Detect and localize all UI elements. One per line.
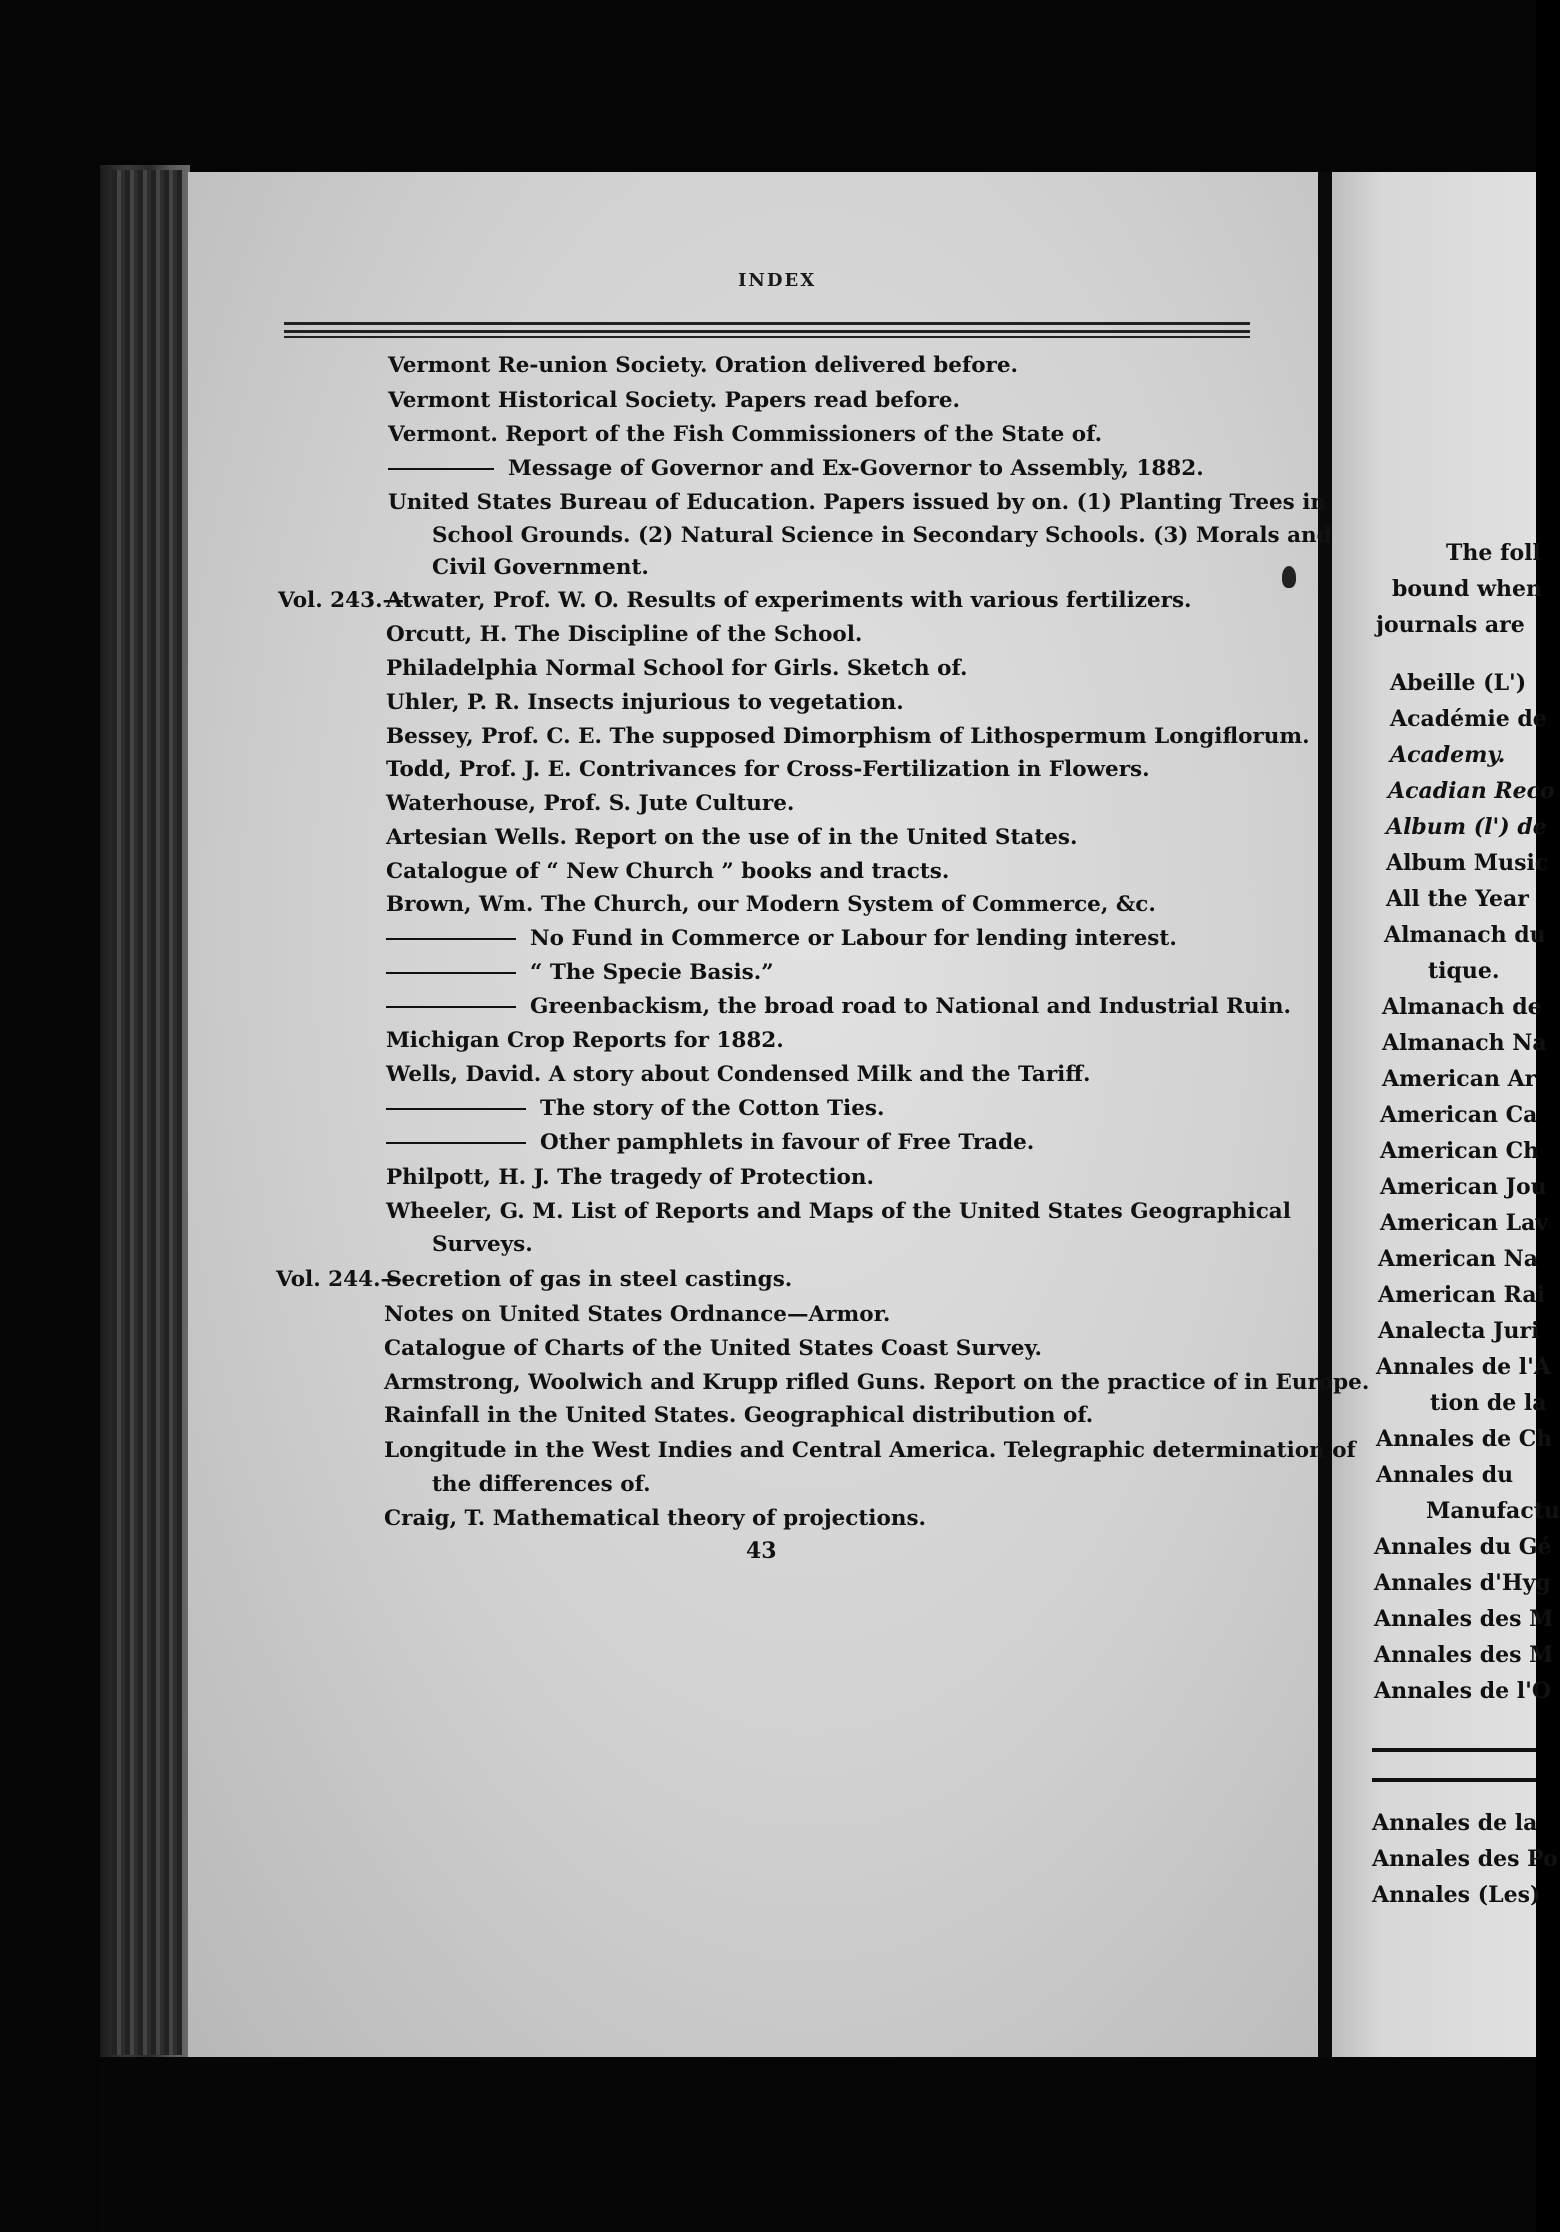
right-page-entry: Annales du Gé xyxy=(1374,1534,1552,1560)
index-entry-text: School Grounds. (2) Natural Science in Secondary Schools. (3) Morals and xyxy=(432,523,1332,548)
right-page-entry: Acadian Reco xyxy=(1388,778,1555,804)
right-page-entry: Academy. xyxy=(1390,742,1506,768)
page-number: 43 xyxy=(746,1538,777,1564)
index-entry xyxy=(386,994,1291,1019)
index-entry xyxy=(386,1028,784,1053)
index-entry-text: Brown, Wm. The Church, our Modern System of Commerce, &c. xyxy=(386,892,1156,917)
right-page-entry: tion de la xyxy=(1430,1390,1547,1416)
index-entry-text: Notes on United States Ordnance—Armor. xyxy=(384,1302,891,1327)
right-page-entry: Abeille (L') xyxy=(1390,670,1527,696)
ditto-dash xyxy=(386,1006,516,1008)
index-entry-text: Wells, David. A story about Condensed Milk and the Tariff. xyxy=(386,1062,1091,1087)
index-entry xyxy=(386,859,949,884)
scan-bottom-border xyxy=(100,2057,1536,2232)
right-page-entry: Annales (Les) xyxy=(1372,1882,1541,1908)
right-page-entry: journals are xyxy=(1376,612,1525,638)
right-page-entry: Almanach Na xyxy=(1382,1030,1547,1056)
index-entry-text: Craig, T. Mathematical theory of projections. xyxy=(384,1506,927,1531)
index-entry-text: Catalogue of “ New Church ” books and tracts. xyxy=(386,859,950,884)
index-entry-text: Secretion of gas in steel castings. xyxy=(386,1267,793,1292)
index-entry xyxy=(384,1506,926,1531)
index-entry xyxy=(432,523,1332,548)
index-entry-text: Bessey, Prof. C. E. The supposed Dimorphism of Lithospermum Longiflorum. xyxy=(386,724,1310,749)
right-page-entry: Académie de xyxy=(1390,706,1547,732)
ditto-dash xyxy=(386,938,516,940)
index-entry-text: Surveys. xyxy=(432,1232,533,1257)
right-page-entry: American Ar xyxy=(1382,1066,1537,1092)
right-page-entry: Annales des Po xyxy=(1372,1846,1558,1872)
book-gutter xyxy=(1318,172,1332,2057)
index-entry xyxy=(384,1438,1356,1463)
right-page-entry: American Ch xyxy=(1380,1138,1540,1164)
index-entry-text: Orcutt, H. The Discipline of the School. xyxy=(386,622,863,647)
right-page-entry: American Lav xyxy=(1380,1210,1549,1236)
index-entry-text: Atwater, Prof. W. O. Results of experiments with various fertilizers. xyxy=(386,588,1192,613)
right-page-entry: Annales de l'A xyxy=(1376,1354,1551,1380)
index-entry-text: Civil Government. xyxy=(432,555,649,580)
index-entry xyxy=(386,622,862,647)
right-page-entry: Manufactu xyxy=(1426,1498,1560,1524)
index-entry xyxy=(386,724,1310,749)
index-entry xyxy=(384,1370,1369,1395)
index-entry-text: No Fund in Commerce or Labour for lending interest. xyxy=(530,926,1177,951)
index-entry xyxy=(388,353,1018,378)
index-entry-text: Uhler, P. R. Insects injurious to vegetation. xyxy=(386,690,904,715)
index-entry-text: Philpott, H. J. The tragedy of Protection. xyxy=(386,1165,874,1190)
right-page-entry: American Jou xyxy=(1380,1174,1547,1200)
index-entry-text: Greenbackism, the broad road to National and Industrial Ruin. xyxy=(530,994,1291,1019)
right-page-entry: Annales de l'O xyxy=(1374,1678,1552,1704)
index-entry xyxy=(384,1302,890,1327)
index-entry xyxy=(386,690,904,715)
right-page-entry: All the Year xyxy=(1386,886,1529,912)
right-page-entry: bound when xyxy=(1392,576,1543,602)
index-entry xyxy=(386,1130,1034,1155)
right-page-entry: Annales d'Hyg xyxy=(1374,1570,1551,1596)
right-page-rule-1 xyxy=(1372,1748,1536,1752)
index-entry xyxy=(386,926,1177,951)
index-entry-text: Armstrong, Woolwich and Krupp rifled Guns. Report on the practice of in Europe. xyxy=(384,1370,1370,1395)
right-page-entry: Almanach de xyxy=(1382,994,1542,1020)
page-header: INDEX xyxy=(738,270,817,291)
header-rule-top xyxy=(284,322,1250,325)
right-page-rule-2 xyxy=(1372,1778,1536,1782)
index-entry xyxy=(386,1096,884,1121)
index-entry-text: Message of Governor and Ex-Governor to Assembly, 1882. xyxy=(508,456,1204,481)
index-entry-text: Longitude in the West Indies and Central America. Telegraphic determination of xyxy=(384,1438,1356,1463)
index-entry xyxy=(384,1403,1093,1428)
right-page-entry: tique. xyxy=(1428,958,1500,984)
index-entry xyxy=(386,960,774,985)
index-entry-text: Rainfall in the United States. Geographical distribution of. xyxy=(384,1403,1094,1428)
right-page-entry: The foll xyxy=(1446,540,1541,566)
index-entry xyxy=(386,825,1078,850)
index-entry xyxy=(386,757,1150,782)
index-entry xyxy=(386,791,794,816)
index-entry-text: United States Bureau of Education. Papers issued by on. (1) Planting Trees in xyxy=(388,490,1327,515)
right-page-entry: Annales de Ch xyxy=(1376,1426,1553,1452)
ditto-dash xyxy=(386,1142,526,1144)
index-entry-text: Vermont Re-union Society. Oration delivered before. xyxy=(388,353,1019,378)
index-entry-text: Philadelphia Normal School for Girls. Sketch of. xyxy=(386,656,968,681)
index-entry xyxy=(384,1336,1042,1361)
index-entry-text: Other pamphlets in favour of Free Trade. xyxy=(540,1130,1035,1155)
index-entry xyxy=(388,388,960,413)
header-rule-middle xyxy=(284,330,1250,333)
ditto-dash xyxy=(386,1108,526,1110)
index-entry xyxy=(386,656,967,681)
right-page-entry: Annales des M xyxy=(1374,1606,1554,1632)
index-entry xyxy=(388,456,1204,481)
ink-blot xyxy=(1282,566,1296,588)
index-entry xyxy=(388,422,1102,447)
index-entry-text: Todd, Prof. J. E. Contrivances for Cross-Fertilization in Flowers. xyxy=(386,757,1150,782)
right-page-entry: Analecta Juri xyxy=(1378,1318,1540,1344)
index-entry xyxy=(386,1267,792,1292)
volume-label: Vol. 244.— xyxy=(276,1267,403,1292)
index-entry-text: Wheeler, G. M. List of Reports and Maps of the United States Geographical xyxy=(386,1199,1291,1224)
ditto-dash xyxy=(388,468,494,470)
right-page-entry: American Na xyxy=(1378,1246,1538,1272)
volume-label: Vol. 243.— xyxy=(278,588,405,613)
index-entry-text: Vermont Historical Society. Papers read before. xyxy=(388,388,961,413)
index-entry xyxy=(386,588,1192,613)
index-entry xyxy=(432,1232,533,1257)
index-entry-text: Artesian Wells. Report on the use of in the United States. xyxy=(386,825,1078,850)
right-page-entry: Annales des M xyxy=(1374,1642,1554,1668)
index-entry-text: the differences of. xyxy=(432,1472,651,1497)
index-entry-text: Waterhouse, Prof. S. Jute Culture. xyxy=(386,791,795,816)
header-rule-bottom xyxy=(284,336,1250,338)
index-entry xyxy=(386,1062,1090,1087)
index-entry xyxy=(432,555,649,580)
right-page-entry: Annales du xyxy=(1376,1462,1514,1488)
right-page-entry: Album Music xyxy=(1386,850,1549,876)
index-entry xyxy=(386,892,1156,917)
index-entry xyxy=(388,490,1326,515)
right-page-entry: Annales de la xyxy=(1372,1810,1538,1836)
index-entry-text: Michigan Crop Reports for 1882. xyxy=(386,1028,784,1053)
index-entry-text: The story of the Cotton Ties. xyxy=(540,1096,885,1121)
right-page-entry: Album (l') de xyxy=(1386,814,1547,840)
right-page-entry: American Rai xyxy=(1378,1282,1545,1308)
index-entry xyxy=(386,1165,874,1190)
index-entry-text: Catalogue of Charts of the United States Coast Survey. xyxy=(384,1336,1042,1361)
ditto-dash xyxy=(386,972,516,974)
index-entry-text: “ The Specie Basis.” xyxy=(530,960,774,985)
right-page-entry: Almanach du xyxy=(1384,922,1546,948)
index-entry xyxy=(386,1199,1291,1224)
page-edge-lines xyxy=(112,170,182,2055)
index-entry-text: Vermont. Report of the Fish Commissioners of the State of. xyxy=(388,422,1103,447)
right-page-entry: American Ca xyxy=(1380,1102,1538,1128)
index-entry xyxy=(432,1472,651,1497)
